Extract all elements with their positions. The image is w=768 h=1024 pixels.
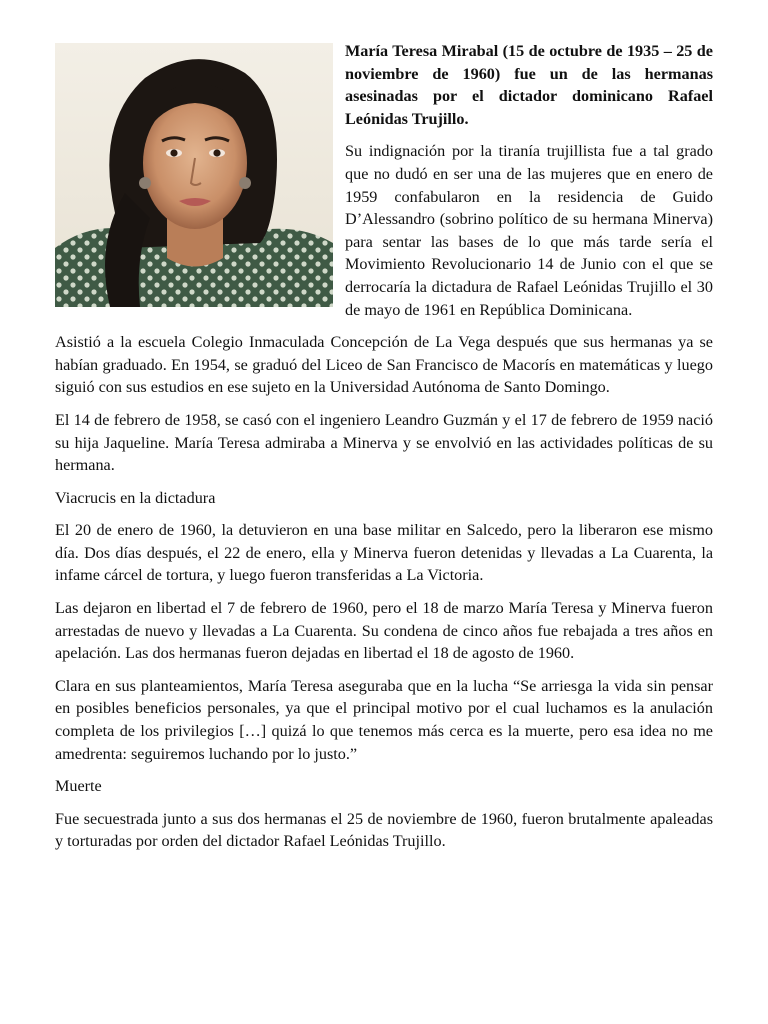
body-paragraph: Clara en sus planteamientos, María Teresa aseguraba que en la lucha “Se arriesga la vida sin pensar en posibles beneficios personales, ya que el principal motivo por el cual luchamos es la anulación completa de los privilegios […] quizá lo que tenemos más cerca es la muerte, pero esa idea no me amedrenta: seguiremos luchando por lo justo.”	[55, 676, 713, 763]
body-paragraph: Asistió a la escuela Colegio Inmaculada Concepción de La Vega después que sus hermanas ya se habían graduado. En 1954, se graduó del Liceo de San Francisco de Macorís en matemáticas y luego siguió con sus estudios en ese sujeto en la Universidad Autónoma de Santo Domingo.	[55, 333, 713, 397]
body-paragraph: Las dejaron en libertad el 7 de febrero de 1960, pero el 18 de marzo María Teresa y Minerva fueron arrestadas de nuevo y llevadas a La Cuarenta. Su condena de cinco años fue rebajada a tres años en apelación. Las dos hermanas fueron dejadas en libertad el 18 de agosto de 1960.	[55, 599, 713, 663]
body-paragraph: El 20 de enero de 1960, la detuvieron en una base militar en Salcedo, pero la liberaron ese mismo día. Dos días después, el 22 de enero, ella y Minerva fueron detenidas y llevadas a La Cuarenta, la infame cárcel de tortura, y luego fueron transferidas a La Victoria.	[55, 521, 713, 585]
document-page	[55, 40, 713, 863]
body-paragraph: El 14 de febrero de 1958, se casó con el ingeniero Leandro Guzmán y el 17 de febrero de 1959 nació su hija Jaqueline. María Teresa admiraba a Minerva y se envolvió en las actividades políticas de su hermana.	[55, 410, 713, 475]
portrait-photo	[55, 43, 333, 307]
section-heading: Muerte	[55, 777, 102, 796]
body-paragraph: Fue secuestrada junto a sus dos hermanas el 25 de noviembre de 1960, fueron brutalmente apaleadas y torturadas por orden del dictador Rafael Leónidas Trujillo.	[55, 809, 713, 851]
section-heading: Viacrucis en la dictadura	[55, 488, 216, 507]
lead-paragraph: María Teresa Mirabal (15 de octubre de 1935 – 25 de noviembre de 1960) fue un de las hermanas asesinadas por el dictador dominicano Rafael Leónidas Trujillo.	[345, 42, 713, 128]
body-paragraph: Su indignación por la tiranía trujillista fue a tal grado que no dudó en ser una de las mujeres que en enero de 1959 confabularon en la residencia de Guido D’Alessandro (sobrino político de su hermana Minerva) para sentar las bases de lo que más tarde sería el Movimiento Revolucionario 14 de Junio con el que se derrocaría la dictadura de Rafael Leónidas Trujillo el 30 de mayo de 1961 en República Dominicana.	[345, 142, 713, 319]
